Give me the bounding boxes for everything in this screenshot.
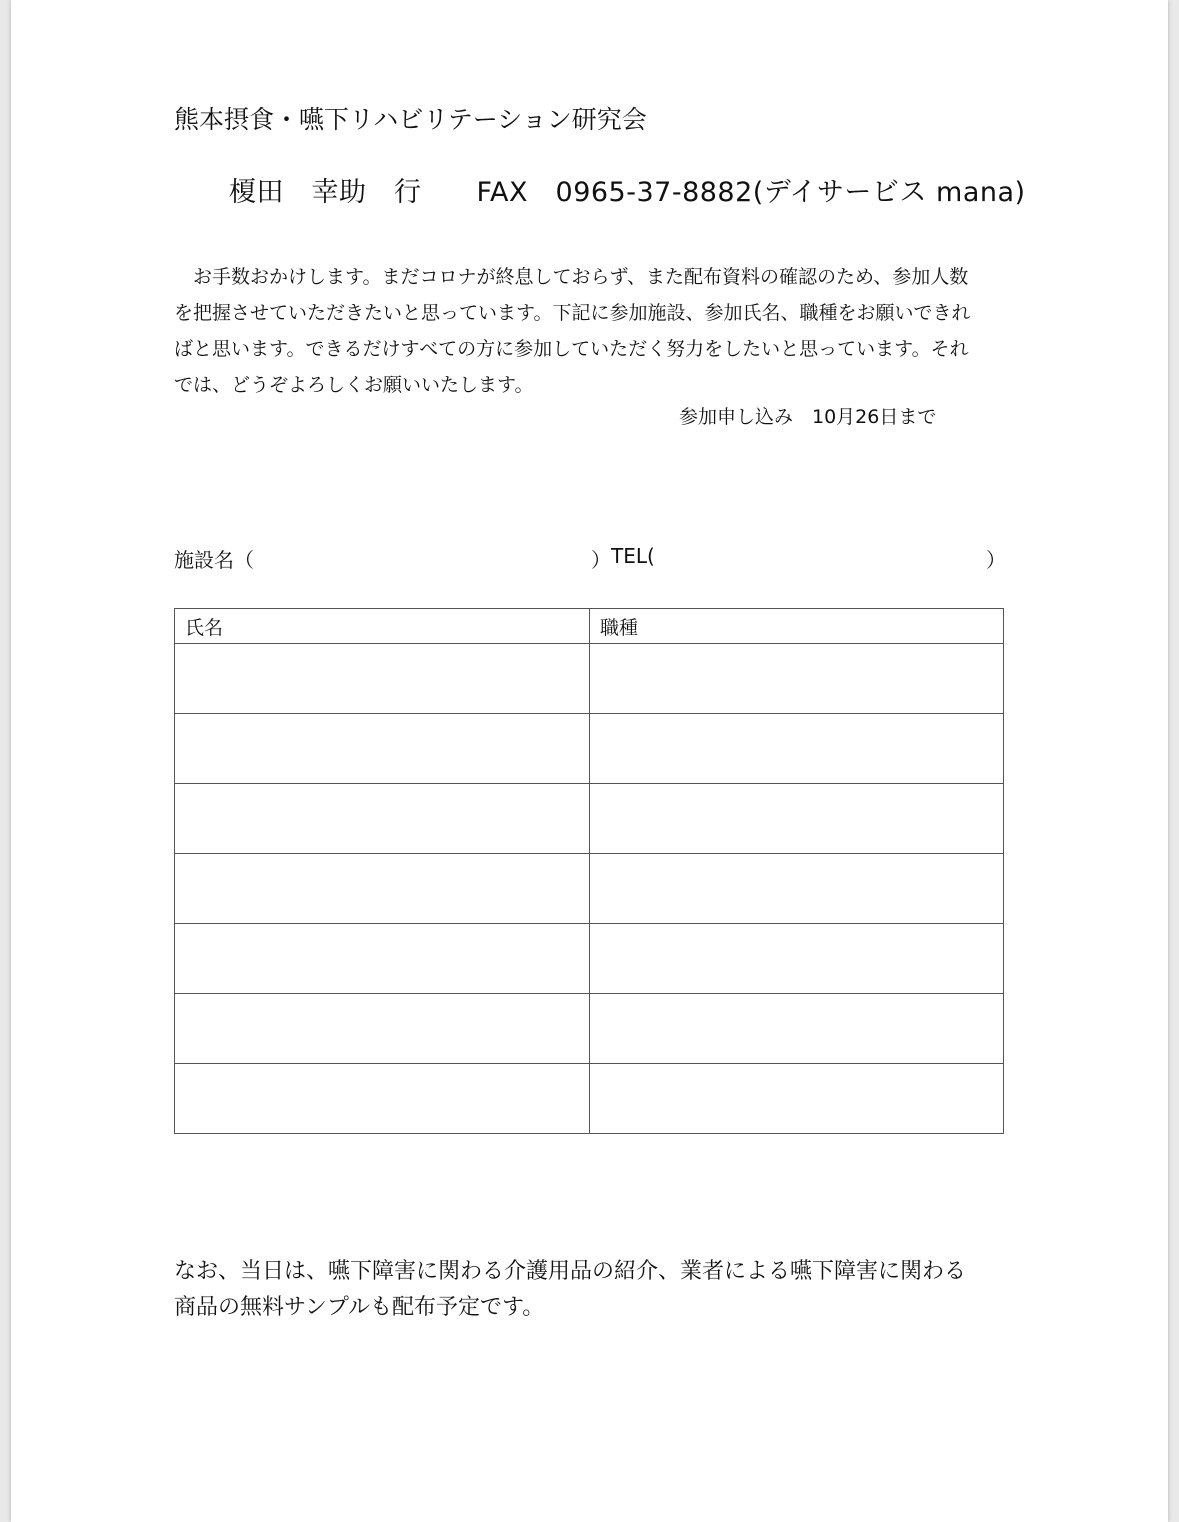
facility-label: 施設名（ (174, 548, 254, 572)
organization-title: 熊本摂食・嚥下リハビリテーション研究会 (174, 105, 647, 134)
document-page (11, 0, 1168, 1522)
header-occupation: 職種 (590, 609, 1004, 644)
table-header-row (175, 609, 1004, 644)
tel-label: TEL( (611, 544, 655, 568)
table-row (175, 784, 1004, 854)
note-line: なお、当日は、嚥下障害に関わる介護用品の紹介、業者による嚥下障害に関わる (174, 1259, 967, 1284)
table-row (175, 644, 1004, 714)
participant-table (174, 608, 1004, 1134)
table-row (175, 714, 1004, 784)
occupation-cell[interactable] (590, 924, 1004, 994)
body-line: では、どうぞよろしくお願いいたします。 (174, 374, 534, 396)
tel-close: ） (986, 548, 1006, 572)
header-name: 氏名 (175, 609, 590, 644)
name-cell[interactable] (175, 994, 590, 1064)
occupation-cell[interactable] (590, 1064, 1004, 1134)
recipient-fax-line: 榎田 幸助 行 FAX 0965-37-8882(デイサービス mana) (229, 177, 1026, 208)
name-cell[interactable] (175, 784, 590, 854)
occupation-cell[interactable] (590, 784, 1004, 854)
occupation-cell[interactable] (590, 854, 1004, 924)
table-row (175, 924, 1004, 994)
occupation-cell[interactable] (590, 644, 1004, 714)
occupation-cell[interactable] (590, 714, 1004, 784)
name-cell[interactable] (175, 644, 590, 714)
table-row (175, 994, 1004, 1064)
facility-close: ） (591, 548, 611, 572)
body-line: ばと思います。できるだけすべての方に参加していただく努力をしたいと思っています。それ (174, 338, 969, 360)
deadline: 参加申し込み 10月26日まで (679, 406, 937, 428)
name-cell[interactable] (175, 924, 590, 994)
name-cell[interactable] (175, 854, 590, 924)
occupation-cell[interactable] (590, 994, 1004, 1064)
table-row (175, 854, 1004, 924)
name-cell[interactable] (175, 714, 590, 784)
body-line: お手数おかけします。まだコロナが終息しておらず、また配布資料の確認のため、参加人数 (174, 266, 969, 288)
name-cell[interactable] (175, 1064, 590, 1134)
body-line: を把握させていただきたいと思っています。下記に参加施設、参加氏名、職種をお願いできれ (174, 302, 971, 324)
table-row (175, 1064, 1004, 1134)
note-line: 商品の無料サンプルも配布予定です。 (174, 1295, 545, 1320)
